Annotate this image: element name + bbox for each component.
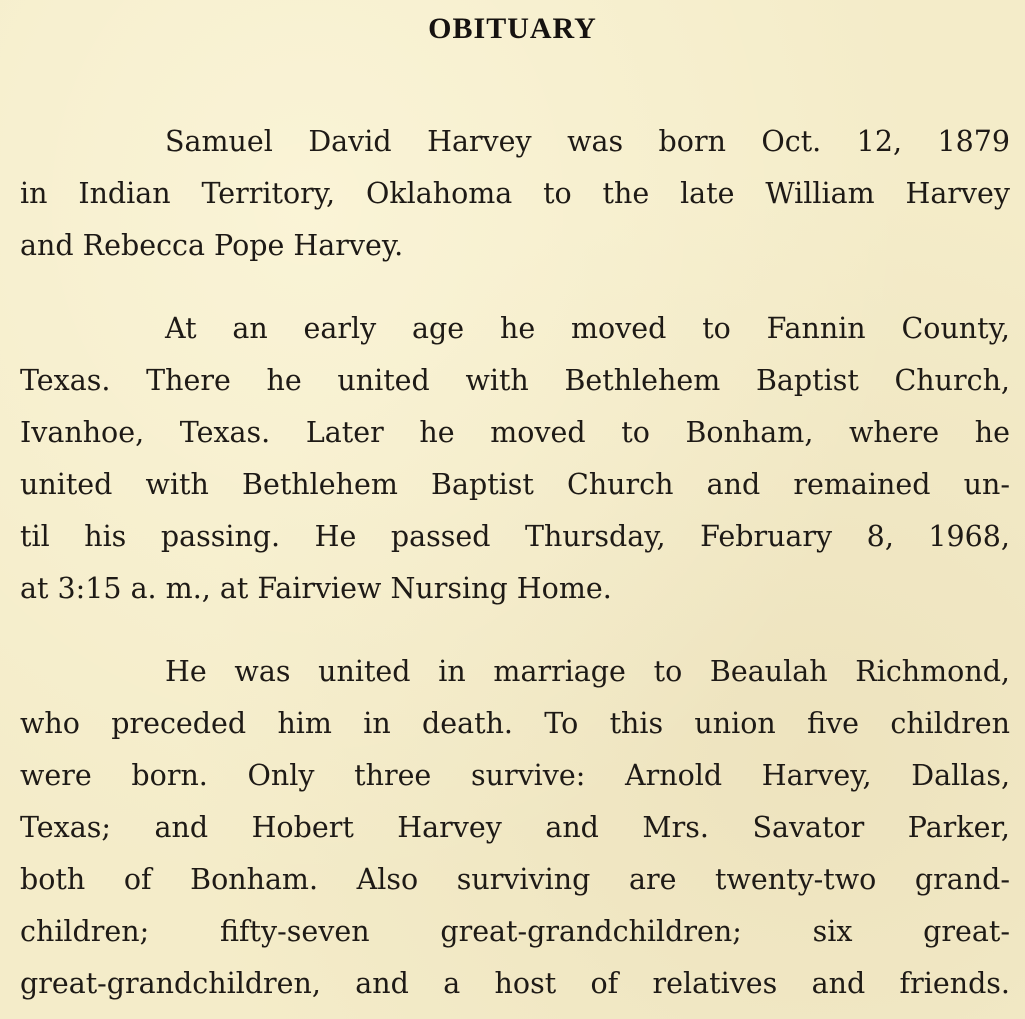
document-title: OBITUARY — [428, 12, 597, 45]
paragraph-2-line-3: Ivanhoe, Texas. Later he moved to Bonham, where he — [20, 416, 1010, 449]
paragraph-2-line-4: united with Bethlehem Baptist Church and remained un- — [20, 468, 1010, 501]
paragraph-2-line-5: til his passing. He passed Thursday, February 8, 1968, — [20, 520, 1010, 553]
paragraph-1-line-2: in Indian Territory, Oklahoma to the late William Harvey — [20, 177, 1010, 210]
paragraph-3-line-6: children; fifty-seven great-grandchildren; six great- — [20, 915, 1010, 948]
paragraph-2-line-2: Texas. There he united with Bethlehem Baptist Church, — [20, 364, 1010, 397]
paragraph-3-line-4: Texas; and Hobert Harvey and Mrs. Savator Parker, — [20, 811, 1010, 844]
paragraph-2-line-6: at 3:15 a. m., at Fairview Nursing Home. — [20, 572, 612, 605]
paragraph-2-line-1: At an early age he moved to Fannin County, — [165, 312, 1010, 345]
paragraph-1-line-3: and Rebecca Pope Harvey. — [20, 229, 404, 262]
paragraph-3-line-3: were born. Only three survive: Arnold Harvey, Dallas, — [20, 759, 1010, 792]
paragraph-3-line-2: who preceded him in death. To this union five children — [20, 707, 1010, 740]
paragraph-3-line-7: great-grandchildren, and a host of relatives and friends. — [20, 967, 1010, 1000]
paragraph-1-line-1: Samuel David Harvey was born Oct. 12, 1879 — [165, 125, 1010, 158]
paragraph-3-line-1: He was united in marriage to Beaulah Richmond, — [165, 655, 1010, 688]
paragraph-3-line-5: both of Bonham. Also surviving are twenty-two grand- — [20, 863, 1010, 896]
